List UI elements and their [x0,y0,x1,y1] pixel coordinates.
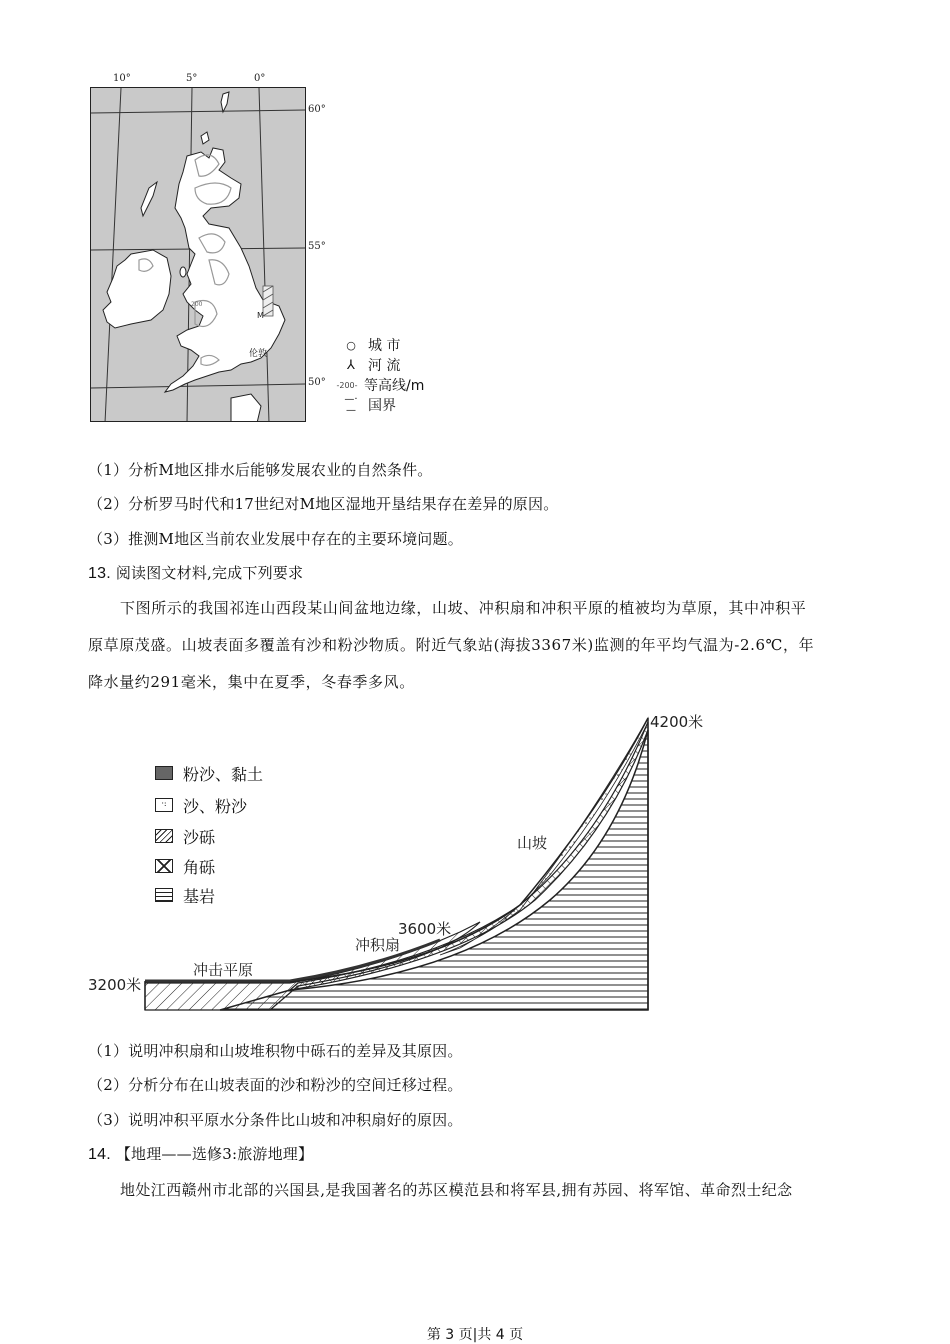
map-legend [336,335,425,416]
elevation-label-middle: 3600米 [398,920,452,938]
lon-tick-5: 5° [186,73,198,84]
landform-label-slope: 山坡 [517,834,548,852]
legend-label: 基岩 [183,886,216,906]
q14-passage-line-1: 地处江西赣州市北部的兴国县,是我国著名的苏区模范县和将军县,拥有苏园、将军馆、革命烈士纪念 [120,1181,793,1199]
region-m-label: M [257,311,264,320]
q13-subquestion-1: （1）说明冲积扇和山坡堆积物中砾石的差异及其原因。 [88,1042,463,1060]
q13-heading [88,563,303,584]
legend-bedrock [155,885,215,905]
q12-subquestion-2: （2）分析罗马时代和17世纪对M地区湿地开垦结果存在差异的原因。 [88,495,559,513]
crosshatch-swatch-icon [155,859,173,873]
diagonal-swatch-icon [155,829,173,843]
border-line-icon: —·— [344,394,358,416]
page-footer: 第 3 页|共 4 页 [426,1327,524,1343]
legend-label: 城 市 [368,338,401,354]
question-number: 14. [88,1146,111,1163]
q13-passage-line-1: 下图所示的我国祁连山西段某山间盆地边缘，山坡、冲积扇和冲积平原的植被均为草原，其中冲积平 [120,599,807,617]
legend-label: 角砾 [183,857,216,877]
q13-passage-line-2: 原草原茂盛。山坡表面多覆盖有沙和粉沙物质。附近气象站(海拔3367米)监测的年平均气温为-2.6℃，年 [88,636,815,654]
question-title: 【地理——选修3:旅游地理】 [115,1145,314,1163]
q14-heading [88,1144,313,1165]
lat-tick-55: 55° [308,241,326,252]
legend-sand-silt [155,795,247,815]
map-canvas [90,87,306,422]
landform-label-plain: 冲击平原 [193,961,254,979]
q13-subquestion-2: （2）分析分布在山坡表面的沙和粉沙的空间迁移过程。 [88,1076,463,1094]
elevation-label-top: 4200米 [650,713,704,731]
lat-tick-60: 60° [308,104,326,115]
city-label-london: 伦敦 [249,349,268,359]
dotted-swatch-icon: ·: [155,798,173,812]
lon-tick-10: 10° [113,73,131,84]
legend-river [340,355,424,375]
river-icon: ⅄ [347,357,355,373]
landform-label-fan: 冲积扇 [355,936,401,954]
q12-subquestion-1: （1）分析M地区排水后能够发展农业的自然条件。 [88,461,433,479]
q13-passage-line-3: 降水量约291毫米，集中在夏季，冬春季多风。 [88,673,415,691]
british-isles-map-icon [91,88,306,422]
solid-dark-swatch-icon [155,766,173,780]
contour-line-icon: -200- [336,380,358,390]
legend-label: 国界 [368,398,396,414]
city-circle-icon: ○ [346,338,356,352]
horizontal-swatch-icon [155,888,173,902]
legend-label: 沙砾 [183,827,216,847]
legend-city [340,335,424,355]
elevation-label-bottom: 3200米 [88,976,142,994]
legend-label: 沙、粉沙 [183,796,248,816]
lat-tick-50: 50° [308,377,326,388]
legend-label: 等高线/m [364,378,425,394]
legend-contour [332,375,424,395]
legend-sand-gravel [155,826,215,846]
legend-breccia [155,856,215,876]
question-title: 阅读图文材料,完成下列要求 [115,564,304,582]
legend-silt-clay [155,763,263,783]
contour-value-label: 200 [191,301,203,308]
question-number: 13. [88,565,111,582]
lon-tick-0: 0° [254,73,266,84]
legend-label: 河 流 [368,358,401,374]
q12-subquestion-3: （3）推测M地区当前农业发展中存在的主要环境问题。 [88,530,463,548]
q13-subquestion-3: （3）说明冲积平原水分条件比山坡和冲积扇好的原因。 [88,1111,463,1129]
legend-border [340,395,424,415]
legend-label: 粉沙、黏土 [183,764,264,784]
